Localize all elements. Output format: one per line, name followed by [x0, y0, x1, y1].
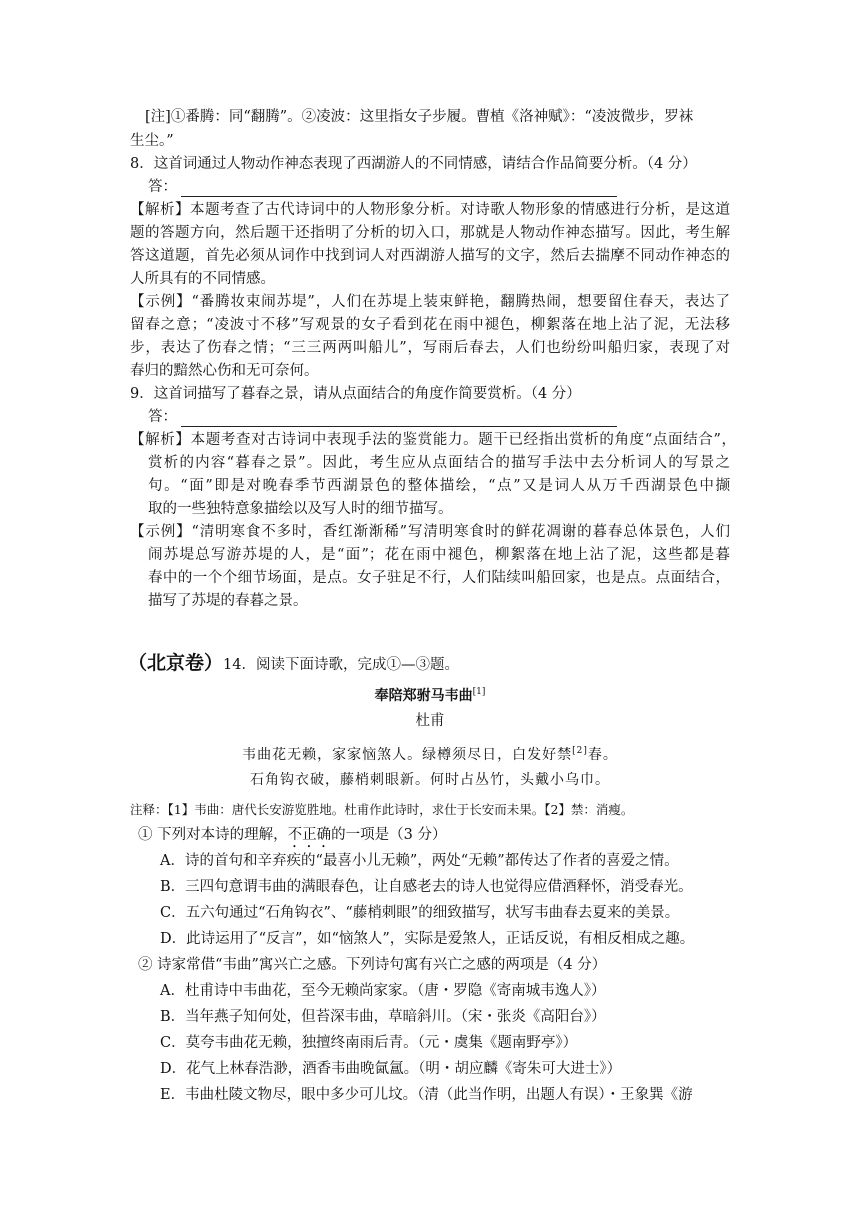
- subquestion-1-stem: [138, 825, 446, 851]
- example-8-line-3: 步，表达了伤春之情；“三三两两叫船儿”，写雨后春去，人们也纷纷叫船归家，表现了对: [130, 340, 730, 356]
- answer-line-9: [148, 407, 617, 427]
- poem-title-text: 奉陪郑驸马韦曲: [374, 688, 473, 704]
- example-9-line-3: 春中的一个个细节场面，是点。女子驻足不行，人们陆续叫船回家，也是点。点面结合，: [148, 570, 730, 586]
- option-2c: C．莫夸韦曲花无赖，独擅终南雨后青。（元・虞集《题南野亭》）: [160, 1035, 578, 1051]
- stem-part-b: 的一项是（3 分）: [331, 827, 447, 843]
- subquestion-2-stem: ② 诗家常借“韦曲”寓兴亡之感。下列诗句寓有兴亡之感的两项是（4 分）: [138, 957, 607, 973]
- analysis-8-line-3: 答这道题，首先必须从词作中找到词人对西湖游人描写的文字，然后去揣摩不同动作神态的: [130, 248, 730, 264]
- poem-line-2: 石角钩衣破，藤梢刺眼新。何时占丛竹，头戴小乌巾。: [250, 772, 610, 788]
- answer-blank: [181, 182, 617, 197]
- poem-line-1-b: 春。: [587, 747, 618, 763]
- example-8-line-4: 春归的黯然心伤和无可奈何。: [130, 363, 319, 379]
- poem-title: [0, 682, 860, 706]
- analysis-8-line-1: 【解析】本题考查了古代诗词中的人物形象分析。对诗歌人物形象的情感进行分析，是这道: [130, 202, 730, 218]
- answer-label: 答：: [148, 409, 177, 425]
- section-intro: 14．阅读下面诗歌，完成①—③题。: [223, 657, 459, 673]
- stem-emphasis: 不正确: [287, 827, 332, 843]
- section-title: （北京卷）: [128, 652, 224, 674]
- analysis-9-line-3: 句。“面”即是对晚春季节西湖景色的整体描绘，“点”又是词人从万千西湖景色中撷: [148, 478, 730, 494]
- option-1c: C．五六句通过“石角钩衣”、“藤梢刺眼”的细致描写，状写韦曲春去夏来的美景。: [160, 905, 680, 921]
- option-1b: B．三四句意谓韦曲的满眼春色，让自感老去的诗人也觉得应借酒释怀，消受春光。: [160, 879, 693, 895]
- footnote-line-2: 生尘。”: [130, 133, 174, 149]
- analysis-9-line-2: 赏析的内容“暮春之景”。因此，考生应从点面结合的描写手法中去分析词人的写景之: [148, 455, 730, 471]
- analysis-9-line-1: 【解析】本题考查对古诗词中表现手法的鉴赏能力。题干已经指出赏析的角度“点面结合”，: [130, 432, 736, 448]
- answer-line-8: [148, 177, 617, 197]
- footnote-line-1: [注]①番腾：同“翻腾”。②凌波：这里指女子步履。曹植《洛神赋》：“凌波微步，罗袜: [145, 109, 694, 125]
- answer-label: 答：: [148, 179, 177, 195]
- question-8: 8．这首词通过人物动作神态表现了西湖游人的不同情感，请结合作品简要分析。（4 分）: [130, 156, 697, 172]
- example-8-line-2: 留春之意；“凌波寸不移”写观景的女子看到花在雨中褪色，柳絮落在地上沾了泥，无法移: [130, 317, 730, 333]
- option-2a: A．杜甫诗中韦曲花，至今无赖尚家家。（唐・罗隐《寄南城韦逸人》）: [160, 983, 606, 999]
- poem-author: 杜甫: [415, 713, 445, 729]
- analysis-8-line-4: 人所具有的不同情感。: [130, 271, 275, 287]
- answer-blank: [181, 412, 617, 427]
- example-9-line-2: 闹苏堤总写游苏堤的人，是“面”；花在雨中褪色，柳絮落在地上沾了泥，这些都是暮: [148, 547, 730, 563]
- question-9: 9．这首词描写了暮春之景，请从点面结合的角度作简要赏析。（4 分）: [130, 386, 581, 402]
- analysis-8-line-2: 题的答题方向，然后题干还指明了分析的切入口，那就是人物动作神态描写。因此，考生解: [130, 225, 730, 241]
- poem-line-1: [0, 741, 860, 765]
- stem-part-a: ① 下列对本诗的理解，: [138, 827, 288, 843]
- option-1a: A．诗的首句和辛弃疾的“最喜小儿无赖”，两处“无赖”都传达了作者的喜爱之情。: [160, 853, 679, 869]
- option-2e: E．韦曲杜陵文物尽，眼中多少可儿坟。（清（此当作明，出题人有误）・王象巽《游: [160, 1087, 693, 1103]
- poem-line-1-a: 韦曲花无赖，家家恼煞人。绿樽须尽日，白发好禁: [242, 747, 573, 763]
- section-header: [128, 650, 459, 678]
- poem-title-note: [1]: [472, 687, 486, 697]
- poem-line-1-note: [2]: [572, 746, 588, 756]
- option-1d: D．此诗运用了“反言”，如“恼煞人”，实际是爱煞人，正话反说，有相反相成之趣。: [160, 931, 695, 947]
- example-9-line-1: 【示例】“清明寒食不多时，香红渐渐稀”写清明寒食时的鲜花凋谢的暮春总体景色，人们: [130, 524, 730, 540]
- analysis-9-line-4: 取的一些独特意象描绘以及写人时的细节描写。: [148, 501, 453, 517]
- example-8-line-1: 【示例】“番腾妆束闹苏堤”，人们在苏堤上装束鲜艳，翻腾热闹，想要留住春天，表达了: [130, 294, 730, 310]
- example-9-line-4: 描写了苏堤的春暮之景。: [148, 593, 308, 609]
- poem-annotation: 注释：【1】韦曲：唐代长安游览胜地。杜甫作此诗时，求仕于长安而未果。【2】禁：消瘦。: [130, 802, 634, 817]
- option-2b: B．当年燕子知何处，但苔深韦曲，草暗斜川。（宋・张炎《高阳台》）: [160, 1009, 606, 1025]
- option-2d: D．花气上林春浩渺，酒香韦曲晚氤氲。（明・胡应麟《寄朱可大进士》）: [160, 1061, 622, 1077]
